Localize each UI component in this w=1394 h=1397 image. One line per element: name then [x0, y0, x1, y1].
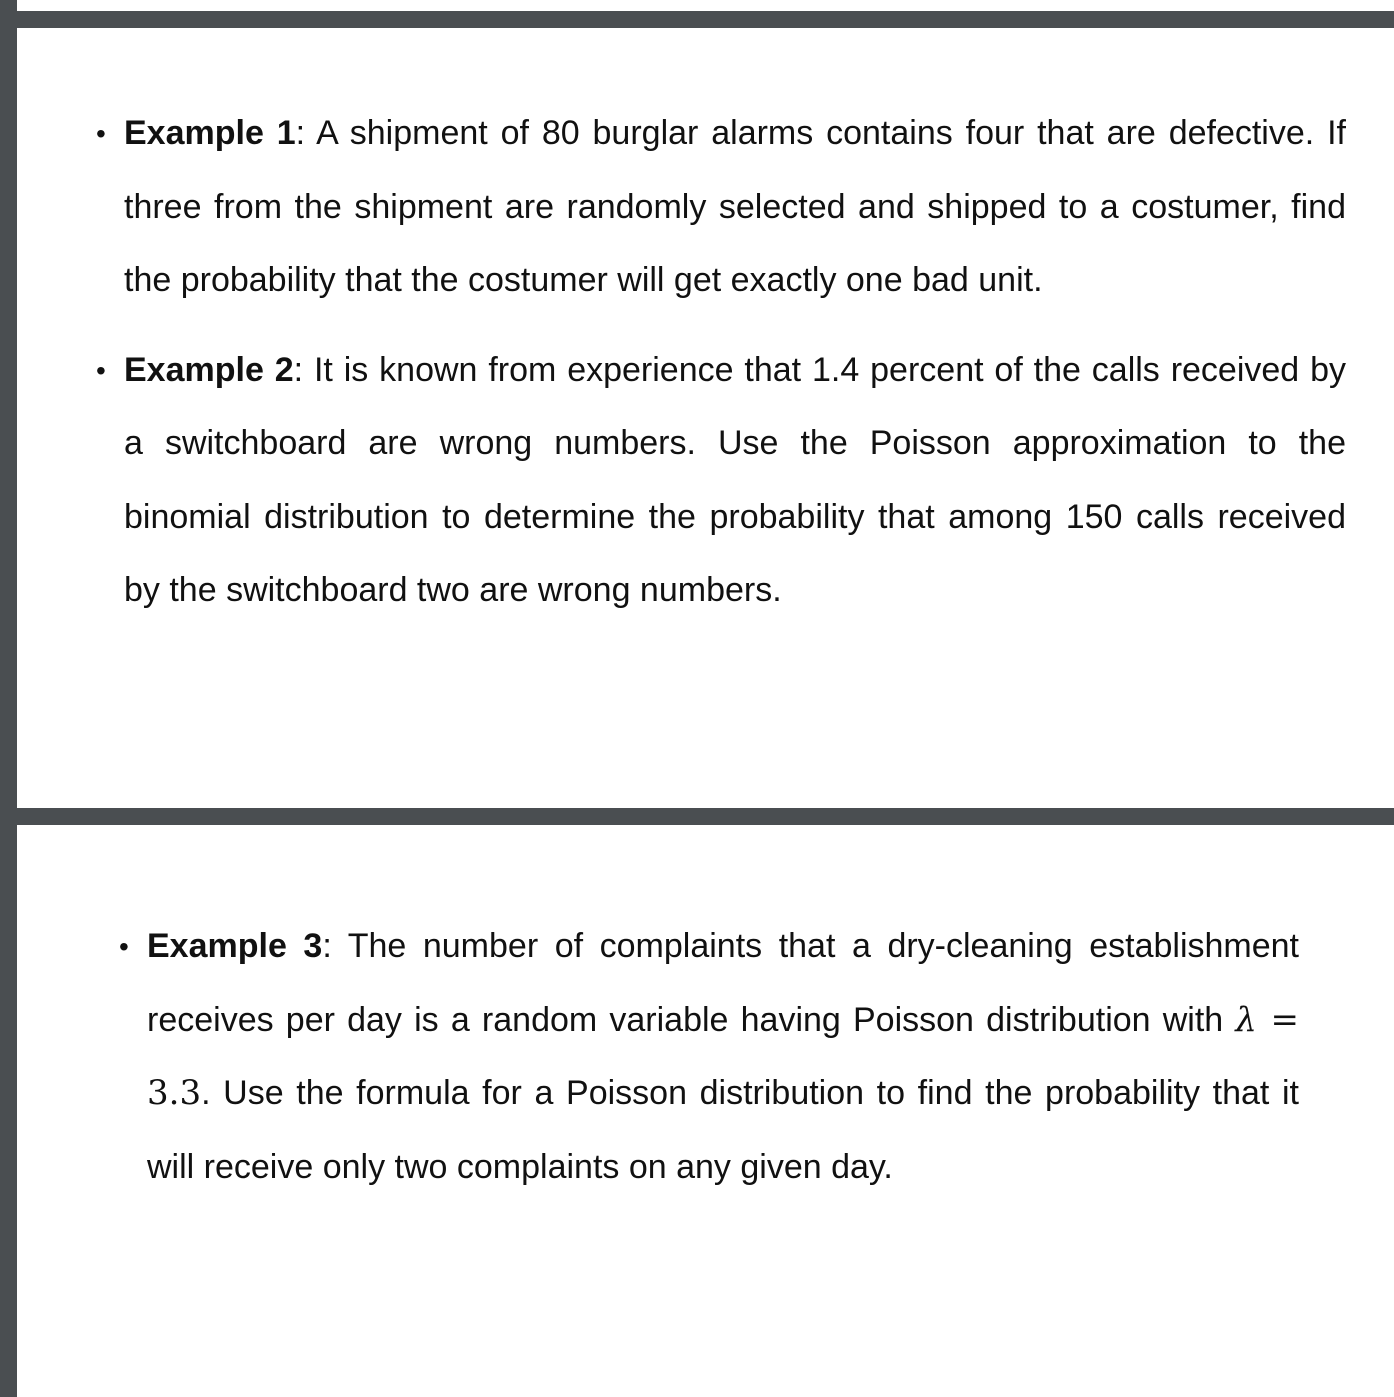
bullet-icon: •	[96, 118, 106, 149]
bullet-icon: •	[96, 354, 106, 386]
example-2-text: : It is known from experience that 1.4 percent of the calls received by a switchboard are wrong numbers. Use the Poisson approximation to the binomial distribution to determine the probability that among 150 calls received by the switchboard two are wrong numbers.	[124, 350, 1346, 609]
document-page-1	[17, 28, 1394, 808]
example-3-text-after: . Use the formula for a Poisson distribution to find the probability that it will receive only two complaints on any given day.	[147, 1074, 1299, 1186]
example-3	[119, 910, 1299, 1204]
lambda-value: = 3.3	[147, 999, 1299, 1113]
example-list	[119, 910, 1299, 1220]
previous-page-edge	[17, 0, 1394, 11]
example-2	[96, 334, 1346, 628]
example-list	[96, 97, 1346, 644]
example-2-label: Example 2	[124, 350, 294, 389]
lambda-symbol: λ	[1235, 999, 1257, 1040]
example-1-label: Example 1	[124, 114, 296, 152]
bullet-icon: •	[119, 931, 129, 962]
document-page-2	[17, 825, 1394, 1397]
example-3-label: Example 3	[147, 927, 323, 965]
example-1	[96, 97, 1346, 318]
example-1-text: : A shipment of 80 burglar alarms contains four that are defective. If three from the shipment are randomly selected and shipped to a costumer, find the probability that the costumer will get exactly one bad unit.	[124, 114, 1346, 299]
example-3-text: : The number of complaints that a dry-cleaning establishment receives per day is a random variable having Poisson distribution with	[147, 927, 1299, 1039]
